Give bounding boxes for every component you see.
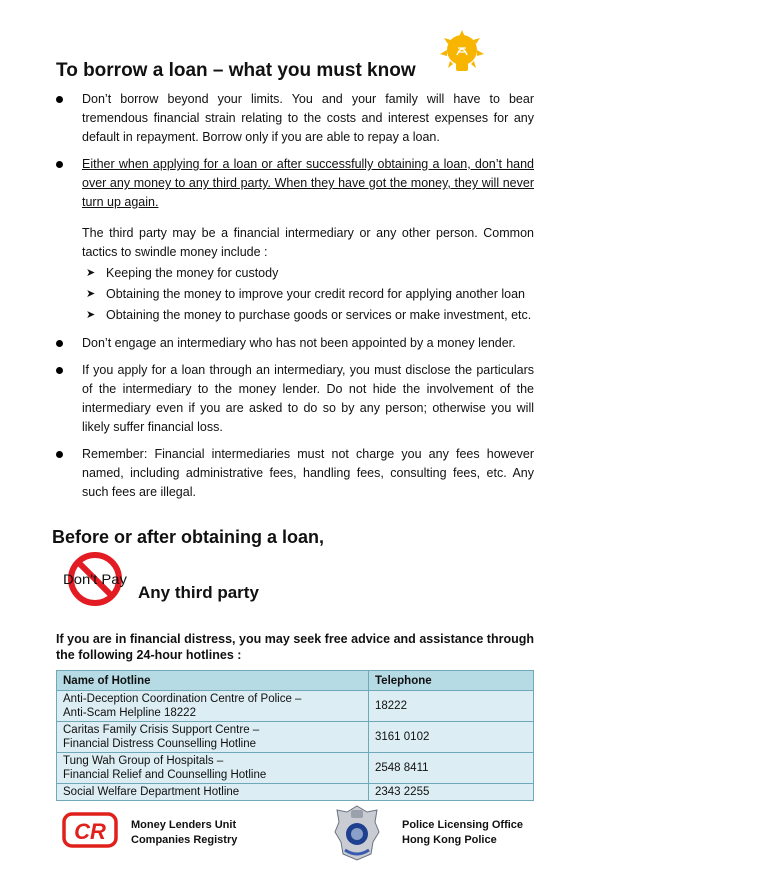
column-header-tel: Telephone bbox=[369, 671, 534, 691]
table-row bbox=[57, 691, 534, 722]
arrow-bullet-icon: ➤ bbox=[86, 267, 96, 279]
bullet-text: Remember: Financial intermediaries must not charge you any fees however named, including administrative fees, handling fees, consulting fees, etc. Any such fees are illegal. bbox=[82, 447, 534, 499]
warning-heading: Before or after obtaining a loan, bbox=[52, 527, 325, 547]
bullet-icon bbox=[56, 161, 63, 168]
org-line1: Police Licensing Office bbox=[402, 819, 524, 831]
hotline-name-line1: Anti-Deception Coordination Centre of Police – bbox=[63, 693, 302, 705]
page-title: To borrow a loan – what you must know bbox=[56, 60, 416, 81]
bullet-text: Don’t engage an intermediary who has not been appointed by a money lender. bbox=[82, 336, 516, 350]
hotline-name bbox=[57, 691, 369, 722]
svg-text:CR: CR bbox=[74, 819, 106, 844]
column-header-name: Name of Hotline bbox=[57, 671, 369, 691]
hotline-tel: 3161 0102 bbox=[369, 722, 534, 753]
hotline-name-line1: Tung Wah Group of Hospitals – bbox=[63, 755, 224, 767]
bullet-icon bbox=[56, 367, 63, 374]
hotline-tel: 2343 2255 bbox=[369, 784, 534, 801]
table-row bbox=[57, 784, 534, 801]
bullet-icon bbox=[56, 451, 63, 458]
table-row bbox=[57, 722, 534, 753]
tactics-intro: The third party may be a financial intermediary or any other person. Common tactics to swindle money include : bbox=[82, 226, 534, 259]
bullet-text: Either when applying for a loan or after successfully obtaining a loan, don’t hand over any money to any third party. When they have got the money, they will never turn up again. bbox=[82, 157, 534, 209]
list-item bbox=[56, 334, 534, 353]
tactic-item bbox=[56, 264, 534, 283]
tactic-text: Obtaining the money to purchase goods or services or make investment, etc. bbox=[106, 308, 532, 322]
hotline-table bbox=[56, 670, 534, 801]
police-licensing-label bbox=[402, 818, 523, 848]
hotline-name bbox=[57, 784, 369, 801]
hotline-tel: 2548 8411 bbox=[369, 753, 534, 784]
bullet-text: If you apply for a loan through an intermediary, you must disclose the particulars of the intermediary to the money lender. Do not hide the involvement of the intermediary even if you are asked to do so by any person; otherwise you will likely suffer financial loss. bbox=[82, 363, 534, 434]
hotline-name-line2: Financial Relief and Counselling Hotline bbox=[63, 769, 267, 781]
tactic-text: Obtaining the money to improve your credit record for applying another loan bbox=[106, 287, 525, 301]
third-party-label: Any third party bbox=[138, 583, 259, 602]
hotline-name bbox=[57, 753, 369, 784]
dont-pay-label: Don't Pay bbox=[63, 571, 127, 587]
bullet-icon bbox=[56, 340, 63, 347]
tactic-item bbox=[56, 285, 534, 304]
list-item bbox=[56, 361, 534, 437]
tactic-item bbox=[56, 306, 534, 325]
bullet-icon bbox=[56, 96, 63, 103]
hotline-name-line1: Caritas Family Crisis Support Centre – bbox=[63, 724, 260, 736]
money-lenders-unit-label bbox=[131, 818, 237, 848]
tactic-text: Keeping the money for custody bbox=[106, 266, 279, 280]
org-line2: Companies Registry bbox=[131, 834, 238, 846]
arrow-bullet-icon: ➤ bbox=[86, 309, 96, 321]
list-item bbox=[56, 155, 534, 212]
list-item bbox=[56, 445, 534, 502]
lightbulb-icon bbox=[436, 28, 488, 80]
companies-registry-logo bbox=[62, 812, 118, 848]
org-line1: Money Lenders Unit bbox=[131, 819, 237, 831]
hotline-name-line1: Social Welfare Department Hotline bbox=[63, 786, 240, 798]
hotline-name-line2: Anti-Scam Helpline 18222 bbox=[63, 707, 196, 719]
list-item bbox=[56, 90, 534, 147]
bullet-text: Don’t borrow beyond your limits. You and your family will have to bear tremendous financial strain relating to the costs and interest expenses for any default in repayment. Borrow only if you are able to repay a loan. bbox=[82, 92, 534, 144]
hotline-name bbox=[57, 722, 369, 753]
hotline-tel: 18222 bbox=[369, 691, 534, 722]
table-row bbox=[57, 753, 534, 784]
hotline-name-line2: Financial Distress Counselling Hotline bbox=[63, 738, 257, 750]
table-header-row bbox=[57, 671, 534, 691]
no-entry-sign-icon bbox=[62, 551, 128, 607]
guidance-list bbox=[56, 90, 534, 510]
org-line2: Hong Kong Police bbox=[402, 834, 497, 846]
arrow-bullet-icon: ➤ bbox=[86, 288, 96, 300]
police-crest-icon bbox=[333, 804, 381, 862]
distress-text: If you are in financial distress, you may seek free advice and assistance through the following 24-hour hotlines : bbox=[56, 632, 534, 662]
